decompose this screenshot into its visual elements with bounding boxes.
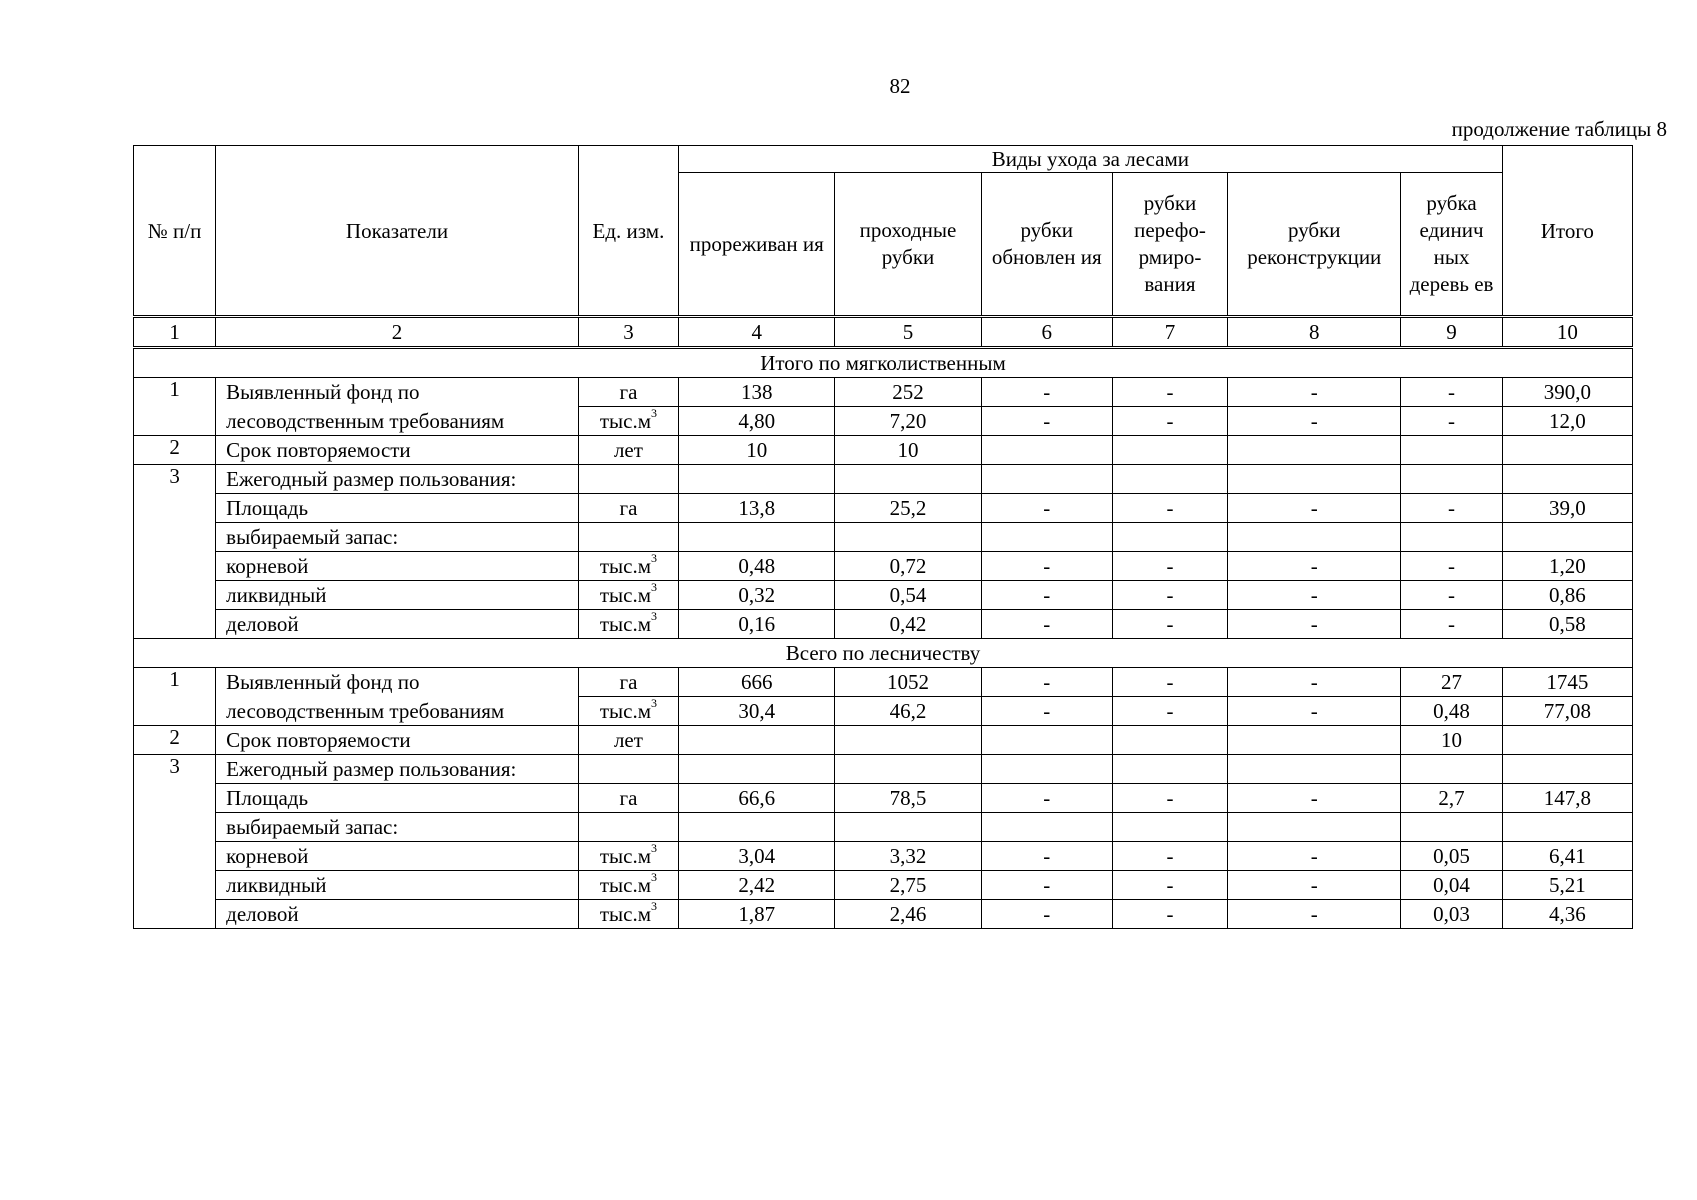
table-row <box>134 407 1633 436</box>
unit-exponent: 3 <box>651 551 658 565</box>
forest-care-table <box>133 145 1633 929</box>
indicator-label: выбираемый запас: <box>216 523 579 552</box>
unit-cell <box>578 726 678 755</box>
unit-exponent: 3 <box>651 841 658 855</box>
value-cell <box>1502 726 1632 755</box>
value-cell: - <box>1228 697 1401 726</box>
unit-cell <box>578 523 678 552</box>
indicator-label: Ежегодный размер пользования: <box>216 755 579 784</box>
value-cell: 1745 <box>1502 668 1632 697</box>
unit-cell <box>578 610 678 639</box>
unit-text: тыс.м <box>599 699 652 723</box>
value-cell: 10 <box>1401 726 1502 755</box>
value-cell: - <box>1112 784 1227 813</box>
value-cell: - <box>981 900 1112 929</box>
value-cell: - <box>1228 871 1401 900</box>
table-row <box>134 755 1633 784</box>
value-cell: 390,0 <box>1502 378 1632 407</box>
value-cell <box>1112 523 1227 552</box>
value-cell <box>981 755 1112 784</box>
value-cell: 30,4 <box>679 697 835 726</box>
table-row <box>134 552 1633 581</box>
value-cell: 0,72 <box>835 552 981 581</box>
value-cell: - <box>981 610 1112 639</box>
column-number: 4 <box>679 317 835 348</box>
indicator-label: выбираемый запас: <box>216 813 579 842</box>
unit-cell <box>578 784 678 813</box>
row-number <box>134 900 216 929</box>
unit-cell <box>578 378 678 407</box>
header-unit: Ед. изм. <box>578 146 678 317</box>
table-row <box>134 668 1633 697</box>
header-sub: рубки перефо- рмиро- вания <box>1112 173 1227 317</box>
unit-text: тыс.м <box>599 583 652 607</box>
value-cell: 25,2 <box>835 494 981 523</box>
header-indicator: Показатели <box>216 146 579 317</box>
column-number: 5 <box>835 317 981 348</box>
section-row <box>134 639 1633 668</box>
value-cell: 4,36 <box>1502 900 1632 929</box>
unit-text: га <box>619 496 638 520</box>
value-cell: 78,5 <box>835 784 981 813</box>
value-cell: - <box>1112 668 1227 697</box>
value-cell <box>1401 465 1502 494</box>
value-cell: 0,42 <box>835 610 981 639</box>
value-cell: 5,21 <box>1502 871 1632 900</box>
value-cell: 66,6 <box>679 784 835 813</box>
value-cell: - <box>1228 494 1401 523</box>
value-cell: 3,04 <box>679 842 835 871</box>
unit-exponent: 3 <box>651 899 658 913</box>
column-number: 2 <box>216 317 579 348</box>
header-sub: проходные рубки <box>835 173 981 317</box>
unit-text: тыс.м <box>599 873 652 897</box>
row-number: 3 <box>134 465 216 494</box>
unit-text: тыс.м <box>599 844 652 868</box>
value-cell: 666 <box>679 668 835 697</box>
value-cell: - <box>1401 610 1502 639</box>
value-cell <box>1112 755 1227 784</box>
unit-exponent: 3 <box>651 870 658 884</box>
value-cell: - <box>1112 871 1227 900</box>
value-cell <box>1112 436 1227 465</box>
indicator-label: Срок повторяемости <box>216 726 579 755</box>
column-number: 7 <box>1112 317 1227 348</box>
column-number: 8 <box>1228 317 1401 348</box>
value-cell: - <box>1112 697 1227 726</box>
value-cell <box>679 465 835 494</box>
table-row <box>134 871 1633 900</box>
indicator-label: корневой <box>216 552 579 581</box>
value-cell: 2,7 <box>1401 784 1502 813</box>
value-cell <box>1502 436 1632 465</box>
unit-cell <box>578 465 678 494</box>
unit-cell <box>578 552 678 581</box>
table-row <box>134 842 1633 871</box>
value-cell: - <box>1112 581 1227 610</box>
value-cell: - <box>1228 900 1401 929</box>
unit-text: га <box>619 380 638 404</box>
indicator-label: Площадь <box>216 784 579 813</box>
value-cell <box>981 465 1112 494</box>
value-cell: 1052 <box>835 668 981 697</box>
value-cell: - <box>981 552 1112 581</box>
value-cell: 2,46 <box>835 900 981 929</box>
row-number <box>134 523 216 552</box>
value-cell: 0,48 <box>1401 697 1502 726</box>
header-num: № п/п <box>134 146 216 317</box>
indicator-label: Площадь <box>216 494 579 523</box>
header-sub: прореживан ия <box>679 173 835 317</box>
unit-cell <box>578 436 678 465</box>
header-sub: рубка единич ных деревь ев <box>1401 173 1502 317</box>
column-number: 9 <box>1401 317 1502 348</box>
value-cell <box>835 523 981 552</box>
value-cell: 0,86 <box>1502 581 1632 610</box>
value-cell: 147,8 <box>1502 784 1632 813</box>
value-cell: - <box>1112 610 1227 639</box>
value-cell <box>835 813 981 842</box>
header-sub: рубки реконструкции <box>1228 173 1401 317</box>
table-row <box>134 900 1633 929</box>
row-number <box>134 697 216 726</box>
unit-text: тыс.м <box>599 902 652 926</box>
table-row <box>134 494 1633 523</box>
value-cell: - <box>1228 610 1401 639</box>
value-cell: 138 <box>679 378 835 407</box>
unit-text: тыс.м <box>599 409 652 433</box>
value-cell <box>679 523 835 552</box>
table-row <box>134 581 1633 610</box>
row-number: 3 <box>134 755 216 784</box>
value-cell <box>1401 436 1502 465</box>
value-cell: - <box>981 494 1112 523</box>
row-number <box>134 842 216 871</box>
value-cell: - <box>1401 378 1502 407</box>
value-cell: 0,48 <box>679 552 835 581</box>
value-cell <box>981 726 1112 755</box>
column-number: 10 <box>1502 317 1632 348</box>
table-row <box>134 436 1633 465</box>
value-cell <box>1401 813 1502 842</box>
column-number: 6 <box>981 317 1112 348</box>
unit-cell <box>578 407 678 436</box>
value-cell: 0,05 <box>1401 842 1502 871</box>
value-cell: - <box>1401 407 1502 436</box>
table-continuation-label: продолжение таблицы 8 <box>1451 117 1667 141</box>
value-cell: 1,87 <box>679 900 835 929</box>
indicator-label: лесоводственным требованиям <box>216 697 579 726</box>
table-row <box>134 726 1633 755</box>
value-cell: - <box>1228 552 1401 581</box>
unit-text: га <box>619 786 638 810</box>
indicator-label: Выявленный фонд по <box>216 668 579 697</box>
value-cell: 39,0 <box>1502 494 1632 523</box>
unit-exponent: 3 <box>651 580 658 594</box>
unit-cell <box>578 813 678 842</box>
section-title: Итого по мягколиственным <box>134 348 1633 378</box>
table-row <box>134 784 1633 813</box>
value-cell <box>1401 755 1502 784</box>
value-cell <box>835 465 981 494</box>
value-cell: 0,16 <box>679 610 835 639</box>
value-cell <box>1228 755 1401 784</box>
value-cell <box>1112 726 1227 755</box>
unit-cell <box>578 755 678 784</box>
indicator-label: Ежегодный размер пользования: <box>216 465 579 494</box>
value-cell <box>679 726 835 755</box>
indicator-label: лесоводственным требованиям <box>216 407 579 436</box>
value-cell <box>1502 465 1632 494</box>
section-title: Всего по лесничеству <box>134 639 1633 668</box>
table-row <box>134 378 1633 407</box>
unit-text: тыс.м <box>599 554 652 578</box>
value-cell <box>679 813 835 842</box>
value-cell: - <box>1112 552 1227 581</box>
column-number-row <box>134 317 1633 348</box>
table-row <box>134 465 1633 494</box>
value-cell: - <box>981 378 1112 407</box>
value-cell: 10 <box>679 436 835 465</box>
unit-cell <box>578 668 678 697</box>
value-cell: - <box>1228 842 1401 871</box>
column-number: 3 <box>578 317 678 348</box>
indicator-label: ликвидный <box>216 871 579 900</box>
value-cell <box>1401 523 1502 552</box>
value-cell: 77,08 <box>1502 697 1632 726</box>
value-cell <box>981 523 1112 552</box>
value-cell: 13,8 <box>679 494 835 523</box>
value-cell <box>1228 726 1401 755</box>
value-cell: - <box>981 697 1112 726</box>
section-row <box>134 348 1633 378</box>
value-cell <box>1228 465 1401 494</box>
unit-text: лет <box>613 438 643 462</box>
value-cell: - <box>1112 842 1227 871</box>
value-cell <box>1112 813 1227 842</box>
value-cell: - <box>1401 552 1502 581</box>
unit-text: га <box>619 670 638 694</box>
value-cell: - <box>981 407 1112 436</box>
value-cell: 0,03 <box>1401 900 1502 929</box>
value-cell <box>1112 465 1227 494</box>
value-cell: - <box>1112 900 1227 929</box>
unit-cell <box>578 871 678 900</box>
value-cell: - <box>1228 668 1401 697</box>
value-cell: - <box>1228 581 1401 610</box>
value-cell: - <box>1401 494 1502 523</box>
value-cell: - <box>981 668 1112 697</box>
value-cell: 252 <box>835 378 981 407</box>
row-number <box>134 813 216 842</box>
indicator-label: корневой <box>216 842 579 871</box>
value-cell: 3,32 <box>835 842 981 871</box>
indicator-label: ликвидный <box>216 581 579 610</box>
value-cell: 27 <box>1401 668 1502 697</box>
value-cell: - <box>1228 784 1401 813</box>
row-number: 1 <box>134 378 216 407</box>
value-cell <box>835 755 981 784</box>
value-cell: 46,2 <box>835 697 981 726</box>
value-cell: 0,32 <box>679 581 835 610</box>
unit-exponent: 3 <box>651 406 658 420</box>
indicator-label: Выявленный фонд по <box>216 378 579 407</box>
value-cell: 2,42 <box>679 871 835 900</box>
value-cell: - <box>981 871 1112 900</box>
unit-text: тыс.м <box>599 612 652 636</box>
value-cell: 2,75 <box>835 871 981 900</box>
value-cell <box>835 726 981 755</box>
value-cell <box>1228 436 1401 465</box>
value-cell: 12,0 <box>1502 407 1632 436</box>
row-number <box>134 871 216 900</box>
value-cell: 4,80 <box>679 407 835 436</box>
unit-exponent: 3 <box>651 609 658 623</box>
row-number: 2 <box>134 726 216 755</box>
indicator-label: Срок повторяемости <box>216 436 579 465</box>
value-cell <box>679 755 835 784</box>
value-cell <box>981 436 1112 465</box>
value-cell <box>1502 755 1632 784</box>
value-cell: 10 <box>835 436 981 465</box>
indicator-label: деловой <box>216 610 579 639</box>
table-row <box>134 697 1633 726</box>
unit-cell <box>578 697 678 726</box>
value-cell: 7,20 <box>835 407 981 436</box>
value-cell: - <box>1401 581 1502 610</box>
value-cell <box>1228 813 1401 842</box>
table-row <box>134 523 1633 552</box>
unit-cell <box>578 900 678 929</box>
value-cell: - <box>981 784 1112 813</box>
row-number: 1 <box>134 668 216 697</box>
page-number: 82 <box>889 74 911 98</box>
value-cell: 1,20 <box>1502 552 1632 581</box>
row-number <box>134 784 216 813</box>
row-number <box>134 581 216 610</box>
unit-text: лет <box>613 728 643 752</box>
column-number: 1 <box>134 317 216 348</box>
table-row <box>134 813 1633 842</box>
indicator-label: деловой <box>216 900 579 929</box>
value-cell: - <box>1112 407 1227 436</box>
value-cell <box>981 813 1112 842</box>
row-number <box>134 552 216 581</box>
value-cell: - <box>981 581 1112 610</box>
value-cell: - <box>1228 407 1401 436</box>
row-number <box>134 610 216 639</box>
value-cell <box>1228 523 1401 552</box>
table-row <box>134 610 1633 639</box>
value-cell: - <box>1112 378 1227 407</box>
header-care-types: Виды ухода за лесами <box>679 146 1503 173</box>
row-number: 2 <box>134 436 216 465</box>
unit-exponent: 3 <box>651 696 658 710</box>
header-sub: рубки обновлен ия <box>981 173 1112 317</box>
value-cell <box>1502 813 1632 842</box>
value-cell: 0,58 <box>1502 610 1632 639</box>
row-number <box>134 407 216 436</box>
value-cell: 6,41 <box>1502 842 1632 871</box>
value-cell: - <box>1228 378 1401 407</box>
unit-cell <box>578 842 678 871</box>
value-cell: 0,04 <box>1401 871 1502 900</box>
unit-cell <box>578 494 678 523</box>
row-number <box>134 494 216 523</box>
value-cell: - <box>981 842 1112 871</box>
value-cell: - <box>1112 494 1227 523</box>
value-cell: 0,54 <box>835 581 981 610</box>
value-cell <box>1502 523 1632 552</box>
header-total: Итого <box>1502 146 1632 317</box>
unit-cell <box>578 581 678 610</box>
